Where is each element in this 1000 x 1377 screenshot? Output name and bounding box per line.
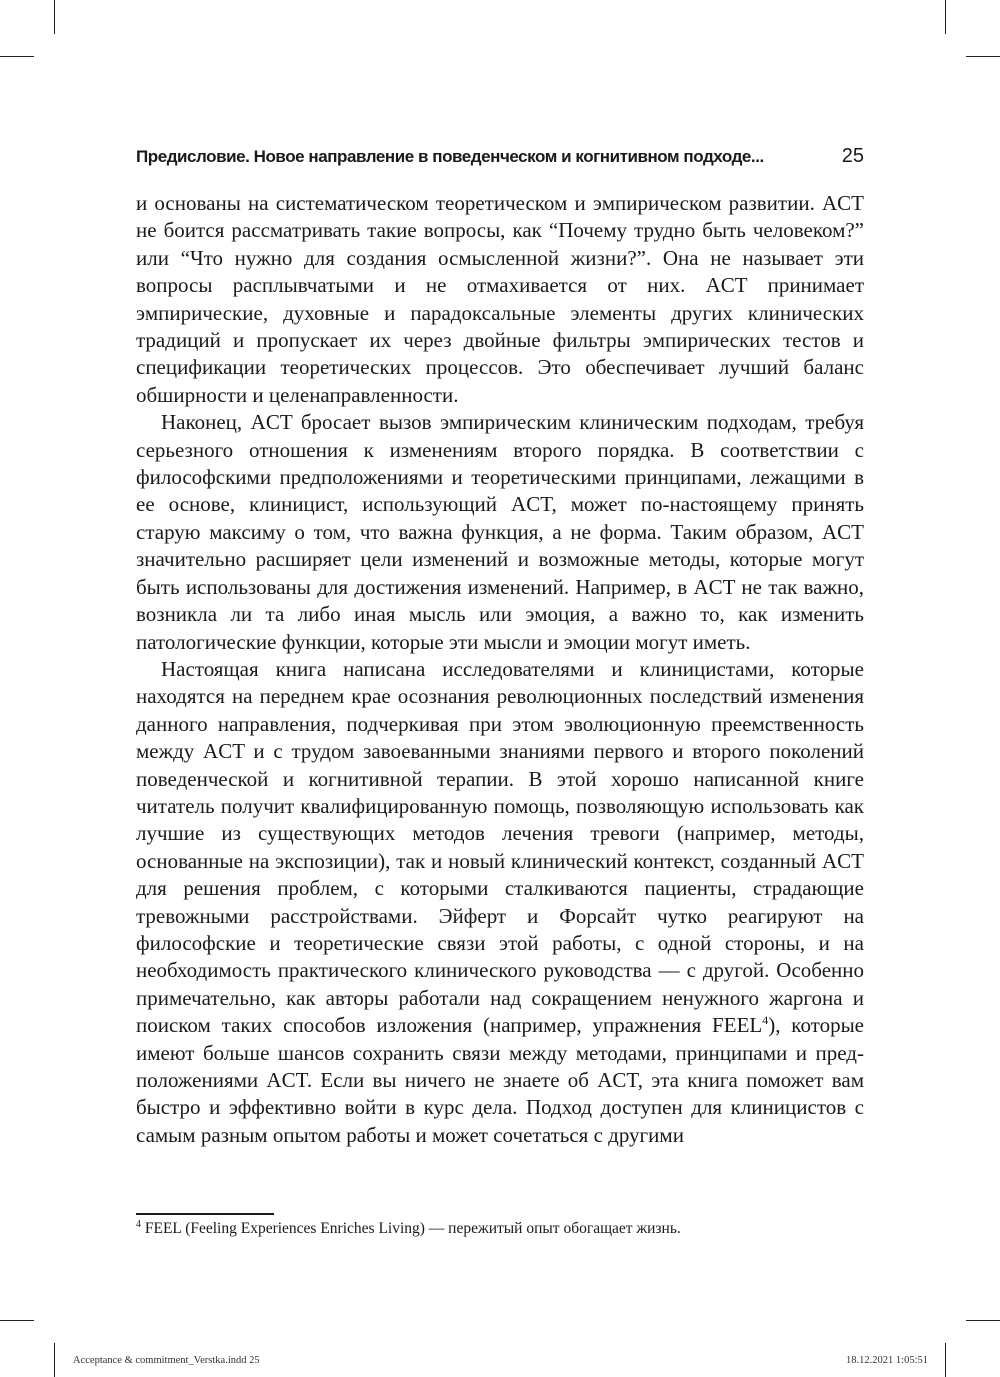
crop-mark-left-top bbox=[0, 56, 34, 57]
slug-filename: Acceptance & commitment_Verstka.indd 25 bbox=[73, 1355, 260, 1366]
slug-timestamp: 18.12.2021 1:05:51 bbox=[846, 1355, 928, 1366]
footnote bbox=[136, 1219, 864, 1239]
paragraph-text: Настоящая книга написана исследователями и клиницистами, которые находятся на переднем крае осознания революционных последствий изменения данного направления, подчеркивая при этом эволюционную преемственность между ACT и с трудом завоеванными знаниями первого и второго поколений поведенческой и когнитивной терапии. В этой хорошо написанной книге читатель получит квалифицированную помощь, позволяющую использовать как лучшие из существующих методов лечения тревоги (например, методы, основанные на экспозиции), так и новый клинический контекст, созданный ACT для решения проблем, с которыми сталкиваются пациенты, страдающие тревожными расстройствами. Эйферт и Форсайт чутко реагируют на философские и теоретические связи этой работы, с одной стороны, и на необходимость практического клинического руководства — с другой. Особенно примечательно, как авторы работали над сокращением ненужного жаргона и поиском таких способов изложения (например, упражнения FEEL bbox=[136, 656, 864, 1038]
crop-mark-top-right bbox=[945, 0, 946, 34]
paragraph: и основаны на систематическом теоретическом и эмпирическом развитии. ACT не боится рассматривать такие вопросы, как “Почему трудно быть человеком?” или “Что нужно для создания осмысленной жизни?”. Она не называет эти вопросы расплывчатыми и не отмахивается от них. ACT принимает эмпирические, духовные и парадоксальные элементы других клинических традиций и пропускает их через двойные фильтры эмпирических тестов и спецификации теоретических процессов. Это обеспечивает лучший баланс обширности и целенаправленности. bbox=[136, 191, 864, 407]
paragraph bbox=[136, 656, 864, 1149]
crop-mark-right-bottom bbox=[966, 1320, 1000, 1321]
paragraph: Наконец, ACT бросает вызов эмпирическим клиническим подходам, требуя серьезного отношения к изменениям второго порядка. В соответствии с философскими предположениями и теоретическими принципами, лежащими в ее основе, клиницист, использующий ACT, может по-настоящему принять старую максиму о том, что важна функция, а не форма. Таким образом, ACT значительно расширяет цели изменений и возможные методы, которые могут быть использованы для достижения изменений. Например, в ACT не так важно, возникла ли та либо иная мысль или эмоция, а важно то, как изменить патологические функции, которые эти мысли и эмоции могут иметь. bbox=[136, 410, 864, 654]
footnote-text: FEEL (Feeling Experiences Enriches Living) — пережитый опыт обогащает жизнь. bbox=[141, 1220, 681, 1237]
footnote-marker: 4 bbox=[136, 1218, 141, 1230]
crop-mark-bottom-right bbox=[945, 1343, 946, 1377]
running-title: Предисловие. Новое направление в поведенческом и когнитивном подходе... bbox=[136, 147, 764, 166]
crop-mark-bottom-left bbox=[54, 1343, 55, 1377]
crop-mark-right-top bbox=[966, 56, 1000, 57]
body-text bbox=[136, 190, 864, 1149]
page-number: 25 bbox=[841, 145, 864, 167]
footnote-reference[interactable]: 4 bbox=[762, 1013, 769, 1028]
running-head bbox=[136, 145, 864, 171]
crop-mark-left-bottom bbox=[0, 1320, 34, 1321]
paragraph-text: ), которые имеют больше шансов сохранить связи между методами, принципами и предположениями ACT. Если вы ничего не знаете об ACT, эта книга поможет вам быстро и эффективно войти в курс дела. Подход доступен для клиницистов с самым разным опытом работы и может сочетаться с другими bbox=[136, 1013, 864, 1147]
footnote-rule bbox=[136, 1213, 274, 1215]
crop-mark-top-left bbox=[54, 0, 55, 34]
